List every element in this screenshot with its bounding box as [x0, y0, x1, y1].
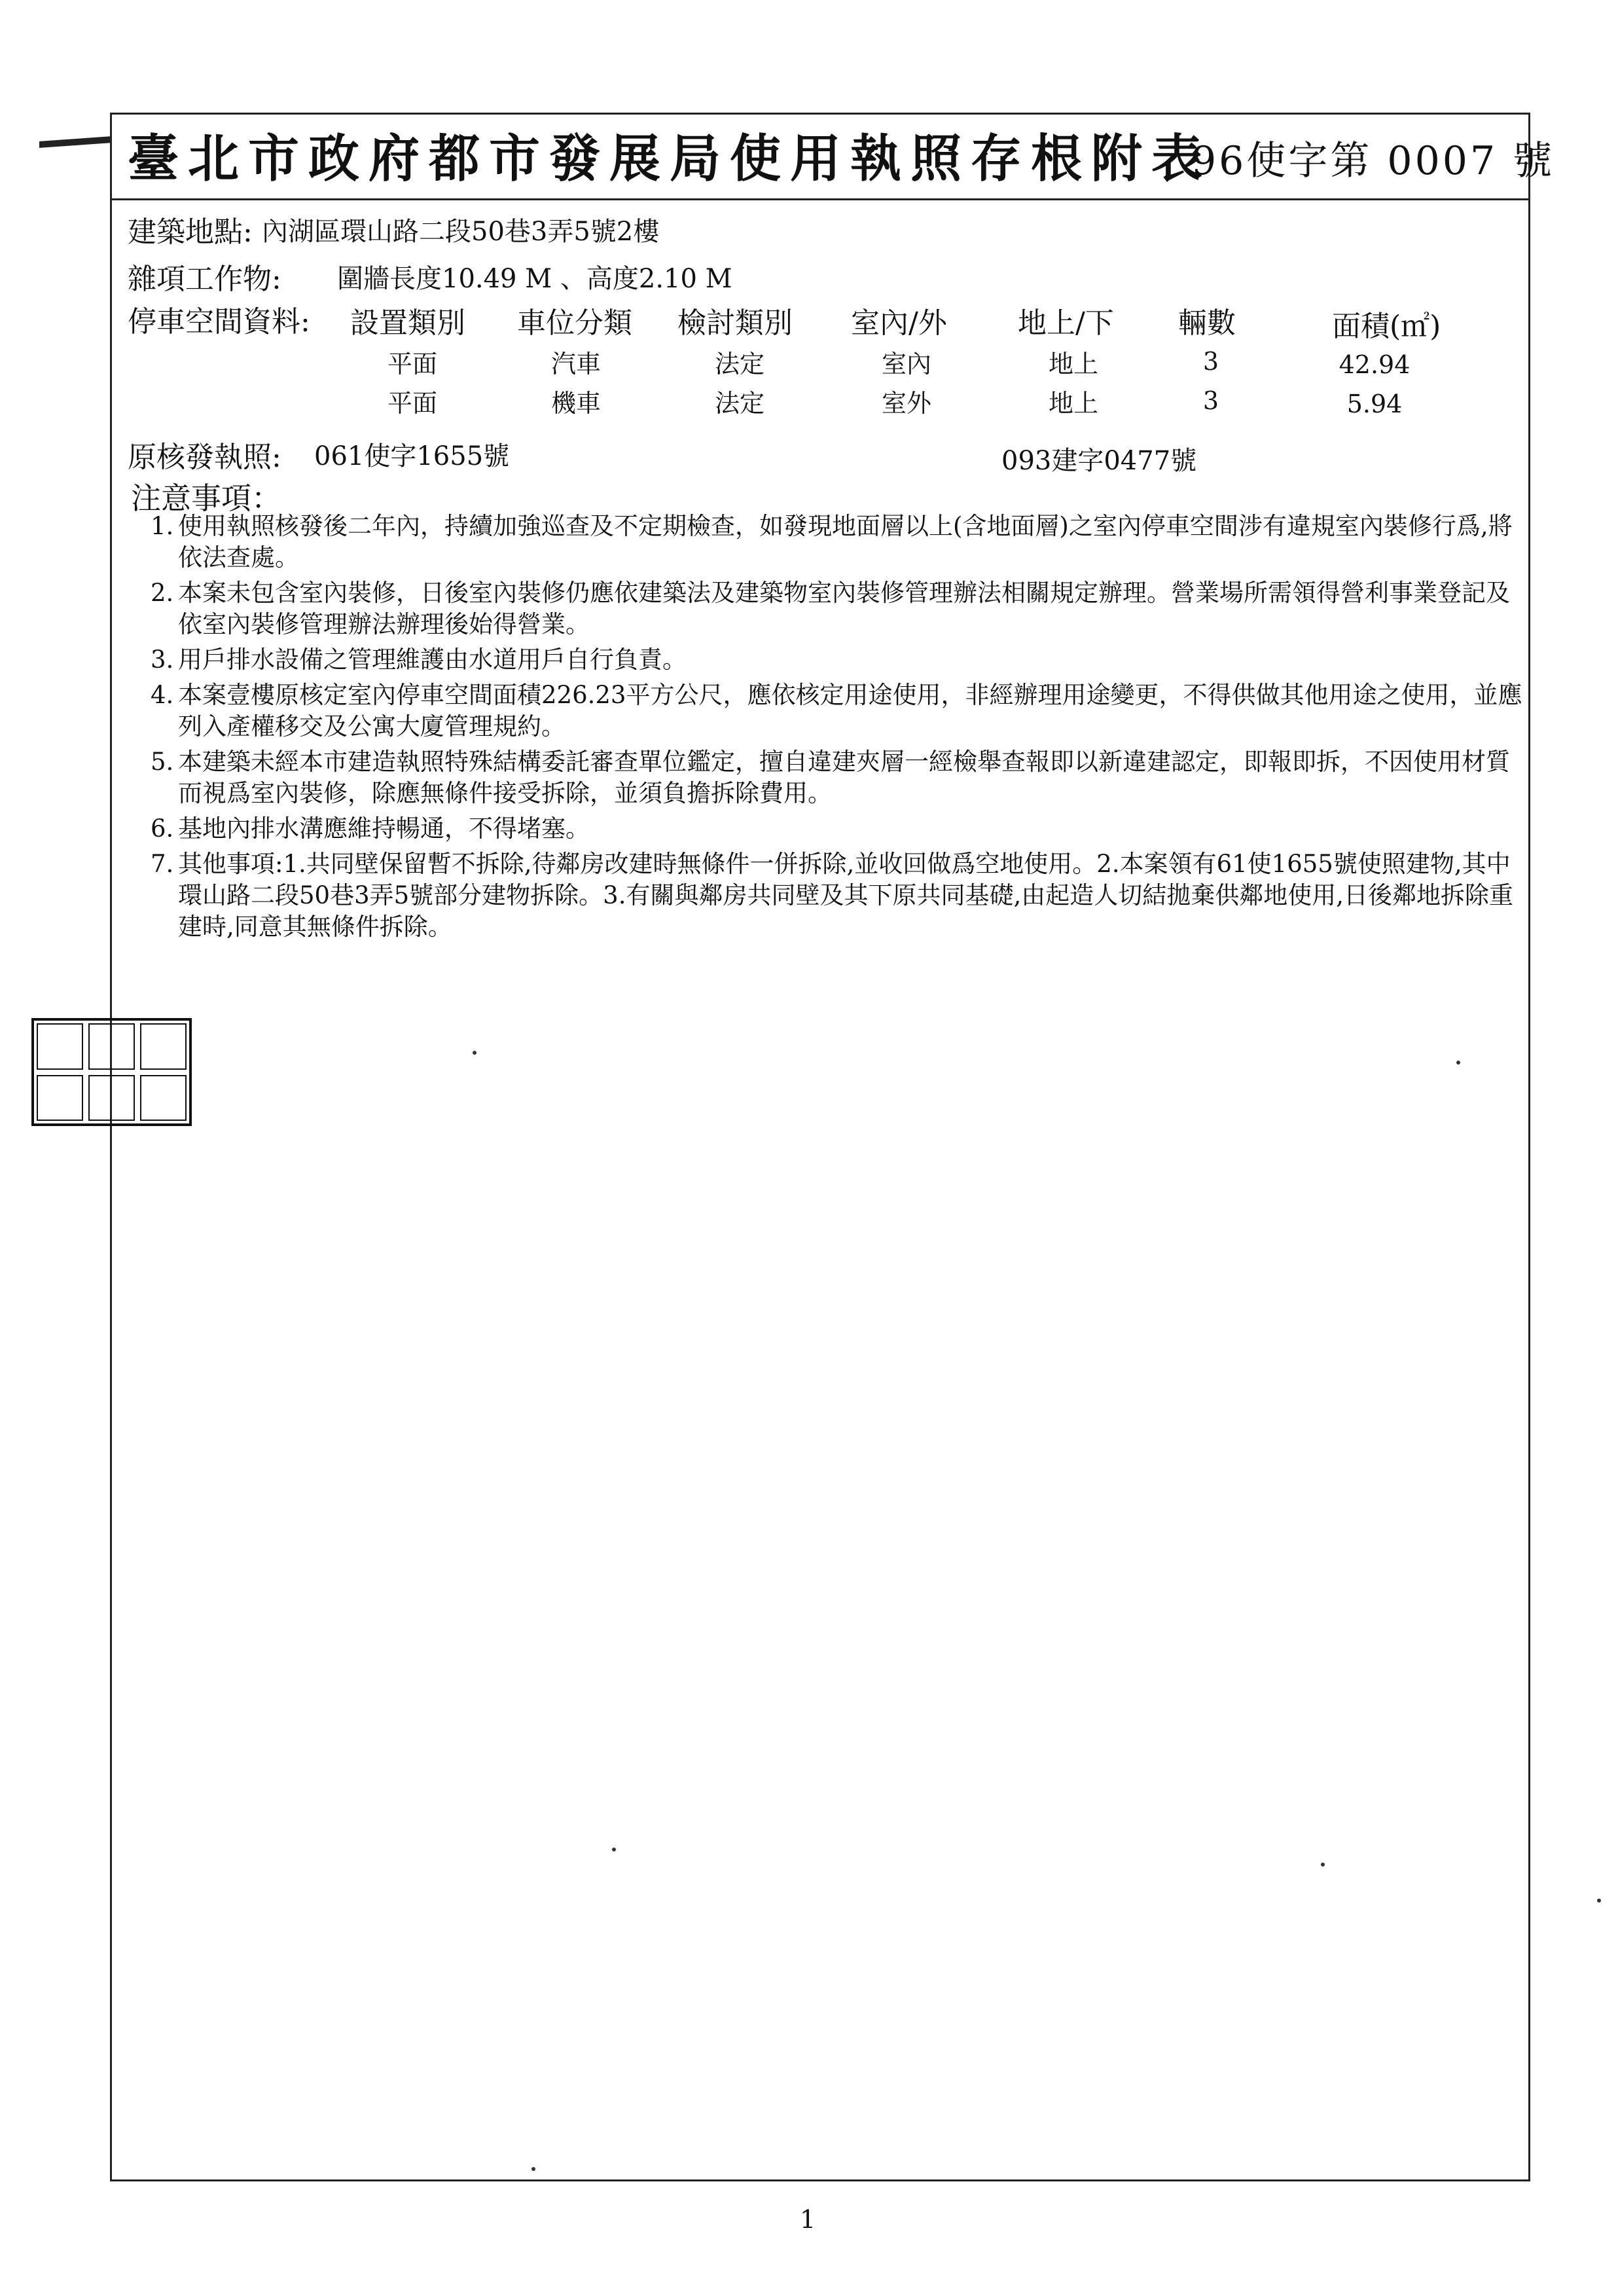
original-permit-value2: 093建字0477號 — [1001, 446, 1197, 476]
original-permit-label: 原核發執照: — [128, 441, 281, 474]
parking-row1-count: 3 — [1202, 347, 1219, 376]
permit-number: 96使字第 0007 號 — [1191, 138, 1555, 184]
header-divider — [110, 198, 1530, 200]
misc-structures-value: 圍牆長度10.49 M 、高度2.10 M — [337, 264, 732, 294]
misc-structures-label: 雜項工作物: — [128, 263, 281, 296]
note-text: 用戶排水設備之管理維護由水道用戶自行負責。 — [178, 646, 687, 674]
note-text: 本案未包含室內裝修，日後室內裝修仍應依建築法及建築物室內裝修管理辦法相關規定辦理。營業場所需領得營利事業登記及依室內裝修管理辦法辦理後始得營業。 — [178, 579, 1510, 638]
note-text: 本案壹樓原核定室內停車空間面積226.23平方公尺，應依核定用途使用，非經辦理用途變更，不得供做其他用途之使用，並應列入產權移交及公寓大廈管理規約。 — [178, 681, 1522, 740]
note-number: 6. — [151, 814, 174, 843]
scan-speck — [473, 1051, 476, 1055]
parking-row2-class: 機車 — [550, 389, 601, 418]
note-item — [151, 848, 1532, 943]
parking-row1-type: 平面 — [387, 350, 437, 378]
parking-label: 停車空間資料: — [128, 305, 310, 338]
note-number: 7. — [151, 850, 174, 878]
document-title: 臺北市政府都市發展局使用執照存根附表 — [128, 129, 1212, 189]
scan-speck — [612, 1848, 616, 1851]
parking-col-type: 設置類別 — [350, 306, 465, 340]
note-number: 1. — [151, 512, 174, 540]
note-text: 使用執照核發後二年內，持續加強巡查及不定期檢查，如發現地面層以上(含地面層)之室內停車空間涉有違規室內裝修行爲,將依法查處。 — [178, 512, 1513, 572]
note-text: 本建築未經本市建造執照特殊結構委託審查單位鑑定，擅自違建夾層一經檢舉查報即以新違建認定，即報即拆，不因使用材質而視爲室內裝修，除應無條件接受拆除，並須負擔拆除費用。 — [178, 748, 1510, 807]
parking-col-review: 檢討類別 — [677, 306, 793, 340]
note-number: 3. — [151, 646, 174, 674]
document-frame — [110, 113, 1530, 2181]
note-item — [151, 577, 1532, 640]
scan-speck — [531, 2167, 535, 2171]
parking-row1-area: 42.94 — [1339, 350, 1411, 379]
note-number: 4. — [151, 681, 174, 709]
scan-artifact — [39, 136, 111, 148]
note-item — [151, 511, 1532, 574]
parking-col-level: 地上/下 — [1018, 306, 1114, 340]
note-item — [151, 746, 1532, 809]
parking-row1-review: 法定 — [714, 350, 764, 378]
building-location-label: 建築地點: — [128, 215, 253, 249]
note-item — [151, 680, 1532, 742]
building-location-value: 內湖區環山路二段50巷3弄5號2樓 — [262, 217, 660, 247]
scan-speck — [1456, 1061, 1460, 1065]
note-text: 基地內排水溝應維持暢通，不得堵塞。 — [178, 814, 590, 843]
note-item — [151, 644, 1532, 676]
parking-row1-indoor: 室內 — [881, 350, 931, 378]
note-number: 2. — [151, 579, 174, 607]
parking-col-class: 車位分類 — [517, 306, 632, 340]
scan-speck — [1597, 1899, 1601, 1903]
parking-row2-type: 平面 — [387, 389, 437, 418]
parking-col-area: 面積(㎡) — [1332, 310, 1441, 343]
parking-row2-count: 3 — [1202, 386, 1219, 415]
parking-row2-level: 地上 — [1048, 389, 1098, 418]
note-text: 其他事項:1.共同壁保留暫不拆除,待鄰房改建時無條件一併拆除,並收回做爲空地使用。2.本案領有61使1655號使照建物,其中環山路二段50巷3弄5號部分建物拆除。3.有關與鄰房共同壁及其下原共同基礎,由起造人切結拋棄供鄰地使用,日後鄰地拆除重建時,同意其無條件拆除。 — [178, 850, 1513, 941]
official-seal-stamp — [31, 1018, 192, 1126]
page-number: 1 — [800, 2205, 816, 2234]
parking-col-indoor: 室內/外 — [851, 306, 947, 340]
parking-row1-level: 地上 — [1048, 350, 1098, 378]
note-item — [151, 813, 1532, 845]
parking-row2-area: 5.94 — [1346, 390, 1403, 418]
notes-title: 注意事項： — [131, 481, 281, 516]
scan-speck — [1321, 1863, 1325, 1867]
parking-col-count: 輛數 — [1178, 306, 1236, 340]
parking-row2-indoor: 室外 — [881, 389, 931, 418]
note-number: 5. — [151, 748, 174, 776]
original-permit-value: 061使字1655號 — [314, 441, 510, 471]
notes-list — [151, 511, 1532, 947]
parking-row1-class: 汽車 — [550, 350, 601, 378]
parking-row2-review: 法定 — [714, 389, 764, 418]
